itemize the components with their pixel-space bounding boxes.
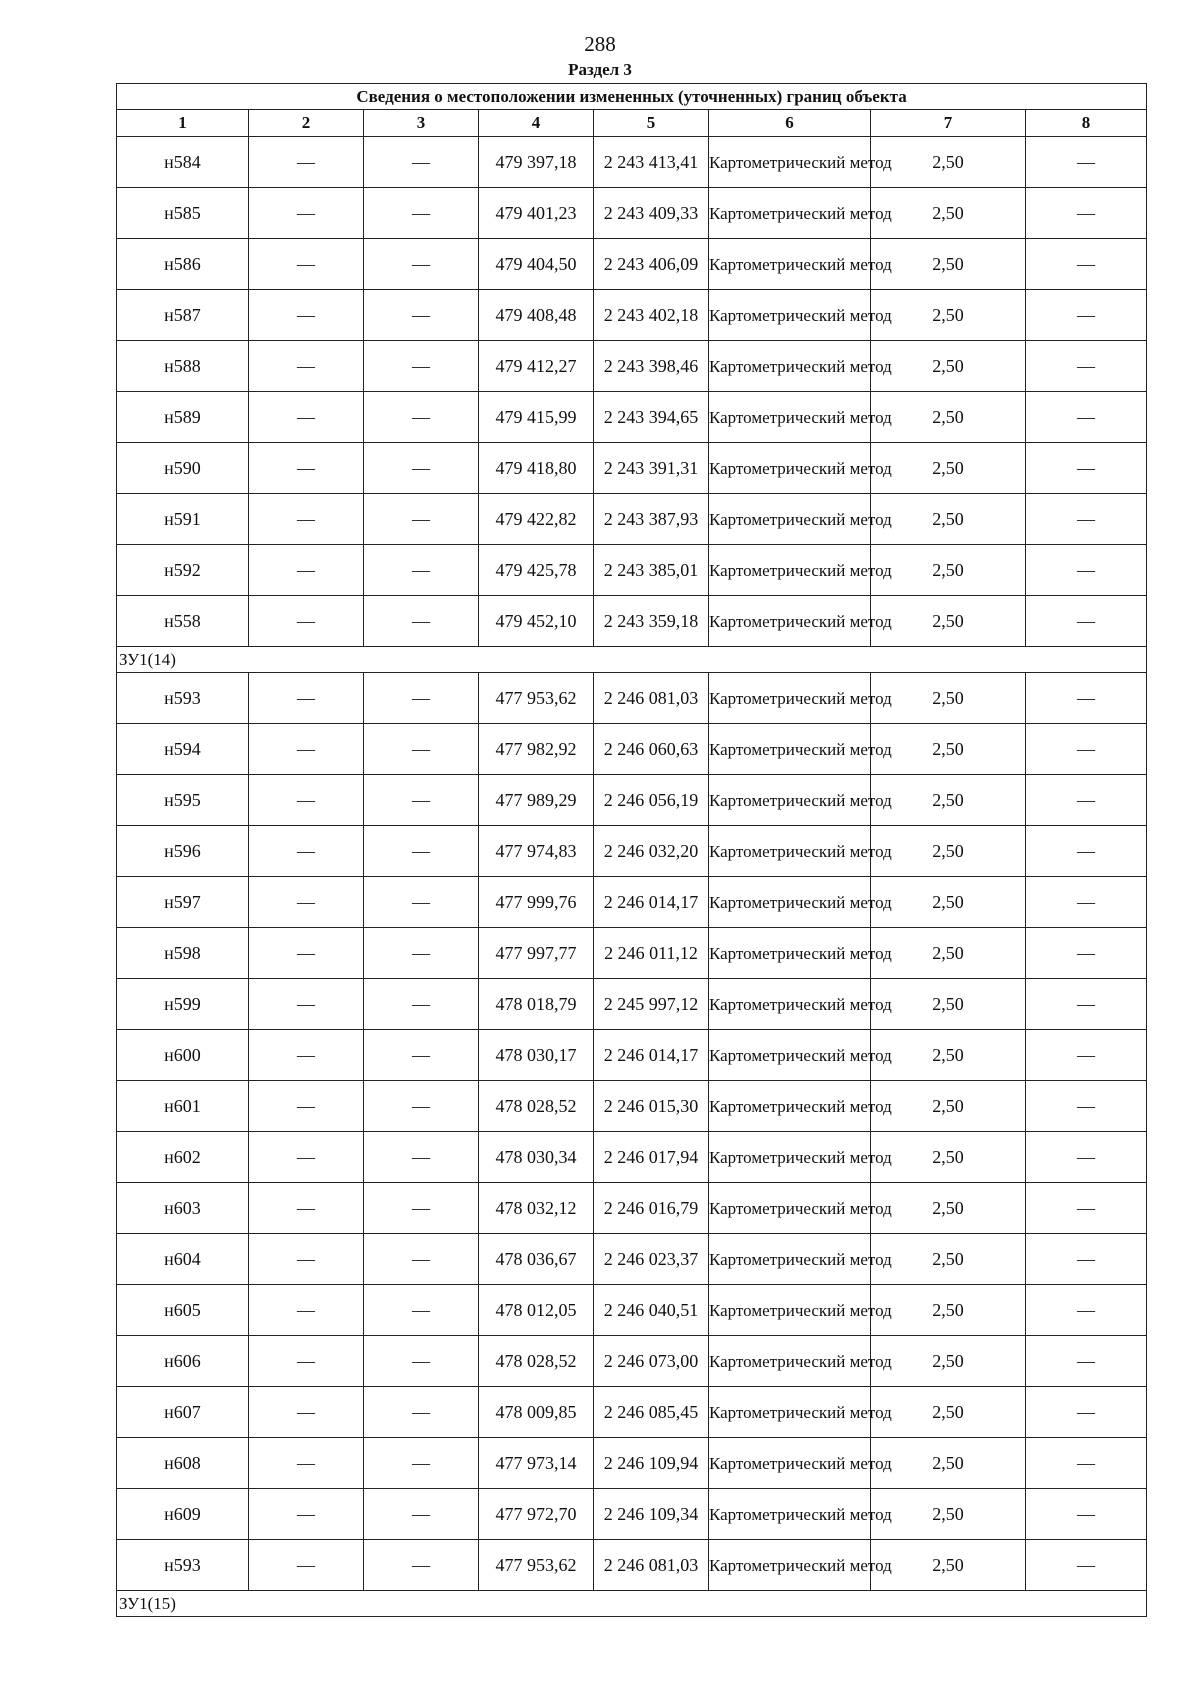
cell-coord-x: 478 036,67 [479, 1234, 594, 1285]
cell-point-id: н590 [117, 443, 249, 494]
table-row [117, 545, 1147, 596]
cell-point-id: н589 [117, 392, 249, 443]
group-row [117, 1591, 1147, 1617]
cell-coord-x: 479 397,18 [479, 137, 594, 188]
cell-coord-x: 479 418,80 [479, 443, 594, 494]
cell-method: Картометрический метод [709, 877, 871, 928]
table-row [117, 877, 1147, 928]
cell-method: Картометрический метод [709, 443, 871, 494]
group-row [117, 647, 1147, 673]
cell-accuracy: 2,50 [871, 341, 1026, 392]
cell-coord-x: 477 972,70 [479, 1489, 594, 1540]
cell-col-3: — [364, 724, 479, 775]
cell-col-3: — [364, 392, 479, 443]
cell-col-2: — [249, 443, 364, 494]
cell-accuracy: 2,50 [871, 1540, 1026, 1591]
cell-accuracy: 2,50 [871, 1183, 1026, 1234]
column-header-5: 5 [594, 110, 709, 137]
cell-coord-x: 479 415,99 [479, 392, 594, 443]
cell-coord-y: 2 246 015,30 [594, 1081, 709, 1132]
cell-method: Картометрический метод [709, 1336, 871, 1387]
cell-accuracy: 2,50 [871, 494, 1026, 545]
table-row [117, 443, 1147, 494]
table-row [117, 1438, 1147, 1489]
cell-col-3: — [364, 1132, 479, 1183]
cell-coord-x: 478 012,05 [479, 1285, 594, 1336]
cell-col-2: — [249, 1285, 364, 1336]
cell-point-id: н587 [117, 290, 249, 341]
cell-method: Картометрический метод [709, 673, 871, 724]
cell-coord-x: 478 018,79 [479, 979, 594, 1030]
group-label: ЗУ1(15) [117, 1591, 1147, 1617]
cell-coord-x: 477 997,77 [479, 928, 594, 979]
cell-col-8: — [1026, 239, 1147, 290]
cell-coord-y: 2 243 413,41 [594, 137, 709, 188]
cell-coord-y: 2 246 016,79 [594, 1183, 709, 1234]
cell-point-id: н602 [117, 1132, 249, 1183]
cell-col-2: — [249, 494, 364, 545]
cell-method: Картометрический метод [709, 188, 871, 239]
cell-col-2: — [249, 826, 364, 877]
cell-point-id: н593 [117, 1540, 249, 1591]
cell-coord-y: 2 243 387,93 [594, 494, 709, 545]
cell-accuracy: 2,50 [871, 928, 1026, 979]
cell-col-8: — [1026, 137, 1147, 188]
cell-coord-x: 477 953,62 [479, 1540, 594, 1591]
cell-col-8: — [1026, 1489, 1147, 1540]
cell-col-3: — [364, 1438, 479, 1489]
table-row [117, 239, 1147, 290]
cell-point-id: н604 [117, 1234, 249, 1285]
cell-point-id: н599 [117, 979, 249, 1030]
table-row [117, 341, 1147, 392]
cell-coord-x: 477 973,14 [479, 1438, 594, 1489]
cell-method: Картометрический метод [709, 392, 871, 443]
table-row [117, 290, 1147, 341]
cell-col-2: — [249, 545, 364, 596]
cell-col-2: — [249, 1183, 364, 1234]
cell-col-2: — [249, 239, 364, 290]
table-row [117, 1132, 1147, 1183]
cell-method: Картометрический метод [709, 724, 871, 775]
cell-point-id: н591 [117, 494, 249, 545]
cell-col-3: — [364, 1387, 479, 1438]
cell-accuracy: 2,50 [871, 877, 1026, 928]
cell-accuracy: 2,50 [871, 392, 1026, 443]
cell-coord-x: 478 030,34 [479, 1132, 594, 1183]
cell-coord-y: 2 243 402,18 [594, 290, 709, 341]
table-row [117, 1234, 1147, 1285]
cell-col-3: — [364, 443, 479, 494]
cell-coord-y: 2 246 023,37 [594, 1234, 709, 1285]
cell-coord-y: 2 243 394,65 [594, 392, 709, 443]
cell-coord-x: 479 425,78 [479, 545, 594, 596]
cell-accuracy: 2,50 [871, 443, 1026, 494]
cell-col-3: — [364, 545, 479, 596]
cell-col-3: — [364, 290, 479, 341]
cell-accuracy: 2,50 [871, 596, 1026, 647]
table-row [117, 1183, 1147, 1234]
cell-col-2: — [249, 392, 364, 443]
table-row [117, 826, 1147, 877]
cell-col-2: — [249, 877, 364, 928]
column-header-row [117, 110, 1147, 137]
cell-col-8: — [1026, 877, 1147, 928]
table-row [117, 928, 1147, 979]
cell-accuracy: 2,50 [871, 1132, 1026, 1183]
cell-accuracy: 2,50 [871, 1489, 1026, 1540]
cell-point-id: н596 [117, 826, 249, 877]
cell-method: Картометрический метод [709, 979, 871, 1030]
cell-col-8: — [1026, 392, 1147, 443]
cell-point-id: н586 [117, 239, 249, 290]
cell-coord-y: 2 246 040,51 [594, 1285, 709, 1336]
cell-col-3: — [364, 928, 479, 979]
cell-col-3: — [364, 1234, 479, 1285]
cell-col-3: — [364, 596, 479, 647]
cell-col-3: — [364, 1030, 479, 1081]
cell-accuracy: 2,50 [871, 290, 1026, 341]
cell-coord-y: 2 243 391,31 [594, 443, 709, 494]
cell-point-id: н606 [117, 1336, 249, 1387]
cell-col-2: — [249, 1234, 364, 1285]
cell-coord-y: 2 243 409,33 [594, 188, 709, 239]
cell-col-8: — [1026, 1132, 1147, 1183]
cell-coord-x: 479 404,50 [479, 239, 594, 290]
cell-col-8: — [1026, 188, 1147, 239]
cell-col-8: — [1026, 494, 1147, 545]
cell-col-2: — [249, 341, 364, 392]
cell-coord-y: 2 246 014,17 [594, 877, 709, 928]
cell-point-id: н597 [117, 877, 249, 928]
cell-col-2: — [249, 775, 364, 826]
cell-method: Картометрический метод [709, 1183, 871, 1234]
cell-col-2: — [249, 1030, 364, 1081]
cell-coord-x: 479 452,10 [479, 596, 594, 647]
cell-accuracy: 2,50 [871, 1030, 1026, 1081]
table-row [117, 1285, 1147, 1336]
table-row [117, 1540, 1147, 1591]
cell-coord-y: 2 243 359,18 [594, 596, 709, 647]
cell-col-8: — [1026, 596, 1147, 647]
cell-col-2: — [249, 1387, 364, 1438]
cell-col-8: — [1026, 1081, 1147, 1132]
cell-col-3: — [364, 188, 479, 239]
cell-col-8: — [1026, 1234, 1147, 1285]
cell-point-id: н593 [117, 673, 249, 724]
cell-point-id: н607 [117, 1387, 249, 1438]
table-row [117, 724, 1147, 775]
table-row [117, 392, 1147, 443]
column-header-8: 8 [1026, 110, 1147, 137]
cell-col-3: — [364, 877, 479, 928]
cell-accuracy: 2,50 [871, 1285, 1026, 1336]
cell-col-8: — [1026, 545, 1147, 596]
cell-col-2: — [249, 290, 364, 341]
cell-coord-x: 478 032,12 [479, 1183, 594, 1234]
cell-point-id: н558 [117, 596, 249, 647]
cell-coord-y: 2 246 109,34 [594, 1489, 709, 1540]
cell-accuracy: 2,50 [871, 724, 1026, 775]
cell-col-2: — [249, 673, 364, 724]
cell-accuracy: 2,50 [871, 979, 1026, 1030]
cell-col-2: — [249, 188, 364, 239]
cell-method: Картометрический метод [709, 596, 871, 647]
section-title: Раздел 3 [568, 60, 632, 79]
cell-method: Картометрический метод [709, 1081, 871, 1132]
cell-accuracy: 2,50 [871, 775, 1026, 826]
cell-coord-y: 2 246 060,63 [594, 724, 709, 775]
column-header-4: 4 [479, 110, 594, 137]
cell-coord-x: 479 412,27 [479, 341, 594, 392]
cell-col-2: — [249, 596, 364, 647]
column-header-7: 7 [871, 110, 1026, 137]
cell-coord-x: 477 999,76 [479, 877, 594, 928]
cell-coord-y: 2 243 398,46 [594, 341, 709, 392]
cell-col-2: — [249, 1489, 364, 1540]
cell-col-3: — [364, 137, 479, 188]
cell-coord-x: 477 953,62 [479, 673, 594, 724]
page-number: 288 [584, 32, 616, 56]
cell-col-8: — [1026, 443, 1147, 494]
cell-col-3: — [364, 673, 479, 724]
cell-col-8: — [1026, 341, 1147, 392]
cell-coord-x: 477 982,92 [479, 724, 594, 775]
cell-coord-x: 478 028,52 [479, 1336, 594, 1387]
cell-coord-y: 2 243 385,01 [594, 545, 709, 596]
cell-col-2: — [249, 1438, 364, 1489]
table-row [117, 494, 1147, 545]
table-row [117, 596, 1147, 647]
cell-col-3: — [364, 1540, 479, 1591]
cell-method: Картометрический метод [709, 341, 871, 392]
cell-point-id: н609 [117, 1489, 249, 1540]
cell-method: Картометрический метод [709, 239, 871, 290]
table-body [117, 137, 1147, 1617]
cell-col-3: — [364, 341, 479, 392]
cell-coord-y: 2 246 073,00 [594, 1336, 709, 1387]
cell-method: Картометрический метод [709, 826, 871, 877]
cell-col-8: — [1026, 928, 1147, 979]
table-row [117, 137, 1147, 188]
cell-point-id: н600 [117, 1030, 249, 1081]
cell-col-3: — [364, 494, 479, 545]
cell-col-3: — [364, 775, 479, 826]
group-label: ЗУ1(14) [117, 647, 1147, 673]
column-header-3: 3 [364, 110, 479, 137]
cell-point-id: н598 [117, 928, 249, 979]
cell-accuracy: 2,50 [871, 1387, 1026, 1438]
table-row [117, 188, 1147, 239]
cell-accuracy: 2,50 [871, 239, 1026, 290]
cell-method: Картометрический метод [709, 290, 871, 341]
table-row [117, 1489, 1147, 1540]
cell-col-8: — [1026, 1285, 1147, 1336]
cell-accuracy: 2,50 [871, 1336, 1026, 1387]
cell-coord-x: 479 422,82 [479, 494, 594, 545]
cell-method: Картометрический метод [709, 1132, 871, 1183]
cell-method: Картометрический метод [709, 1285, 871, 1336]
cell-accuracy: 2,50 [871, 1081, 1026, 1132]
cell-col-8: — [1026, 1387, 1147, 1438]
cell-coord-y: 2 246 081,03 [594, 1540, 709, 1591]
cell-coord-x: 479 401,23 [479, 188, 594, 239]
table-row [117, 775, 1147, 826]
cell-method: Картометрический метод [709, 1234, 871, 1285]
cell-point-id: н595 [117, 775, 249, 826]
cell-accuracy: 2,50 [871, 137, 1026, 188]
cell-point-id: н605 [117, 1285, 249, 1336]
cell-method: Картометрический метод [709, 1540, 871, 1591]
cell-coord-x: 478 028,52 [479, 1081, 594, 1132]
table-row [117, 1081, 1147, 1132]
cell-accuracy: 2,50 [871, 1234, 1026, 1285]
cell-col-8: — [1026, 1183, 1147, 1234]
cell-col-2: — [249, 1132, 364, 1183]
cell-method: Картометрический метод [709, 545, 871, 596]
cell-coord-x: 479 408,48 [479, 290, 594, 341]
cell-point-id: н601 [117, 1081, 249, 1132]
cell-col-8: — [1026, 1438, 1147, 1489]
cell-col-3: — [364, 239, 479, 290]
cell-coord-y: 2 246 085,45 [594, 1387, 709, 1438]
cell-col-8: — [1026, 1336, 1147, 1387]
cell-col-2: — [249, 724, 364, 775]
cell-method: Картометрический метод [709, 494, 871, 545]
cell-method: Картометрический метод [709, 137, 871, 188]
cell-point-id: н592 [117, 545, 249, 596]
cell-point-id: н594 [117, 724, 249, 775]
cell-coord-y: 2 245 997,12 [594, 979, 709, 1030]
cell-coord-y: 2 246 014,17 [594, 1030, 709, 1081]
cell-method: Картометрический метод [709, 1387, 871, 1438]
cell-point-id: н584 [117, 137, 249, 188]
cell-col-8: — [1026, 1540, 1147, 1591]
cell-accuracy: 2,50 [871, 673, 1026, 724]
cell-coord-y: 2 246 017,94 [594, 1132, 709, 1183]
column-header-2: 2 [249, 110, 364, 137]
cell-coord-y: 2 246 011,12 [594, 928, 709, 979]
cell-point-id: н588 [117, 341, 249, 392]
table-row [117, 1336, 1147, 1387]
cell-col-2: — [249, 979, 364, 1030]
column-header-1: 1 [117, 110, 249, 137]
cell-col-3: — [364, 1489, 479, 1540]
table-row [117, 1030, 1147, 1081]
table-caption: Сведения о местоположении измененных (уточненных) границ объекта [117, 84, 1147, 110]
cell-method: Картометрический метод [709, 1489, 871, 1540]
cell-accuracy: 2,50 [871, 826, 1026, 877]
table-row [117, 1387, 1147, 1438]
table-row [117, 673, 1147, 724]
cell-coord-y: 2 243 406,09 [594, 239, 709, 290]
cell-col-8: — [1026, 979, 1147, 1030]
cell-col-2: — [249, 1081, 364, 1132]
column-header-6: 6 [709, 110, 871, 137]
cell-col-3: — [364, 826, 479, 877]
cell-col-3: — [364, 1081, 479, 1132]
cell-method: Картометрический метод [709, 928, 871, 979]
cell-col-8: — [1026, 775, 1147, 826]
cell-col-3: — [364, 1336, 479, 1387]
cell-method: Картометрический метод [709, 1438, 871, 1489]
cell-col-8: — [1026, 724, 1147, 775]
cell-col-8: — [1026, 290, 1147, 341]
cell-point-id: н603 [117, 1183, 249, 1234]
cell-coord-y: 2 246 032,20 [594, 826, 709, 877]
cell-point-id: н585 [117, 188, 249, 239]
cell-method: Картометрический метод [709, 775, 871, 826]
cell-accuracy: 2,50 [871, 1438, 1026, 1489]
cell-col-8: — [1026, 673, 1147, 724]
cell-col-2: — [249, 137, 364, 188]
cell-coord-x: 478 030,17 [479, 1030, 594, 1081]
cell-coord-y: 2 246 109,94 [594, 1438, 709, 1489]
cell-col-8: — [1026, 826, 1147, 877]
cell-col-8: — [1026, 1030, 1147, 1081]
cell-col-2: — [249, 1336, 364, 1387]
cell-col-3: — [364, 1285, 479, 1336]
cell-point-id: н608 [117, 1438, 249, 1489]
cell-method: Картометрический метод [709, 1030, 871, 1081]
cell-coord-y: 2 246 056,19 [594, 775, 709, 826]
cell-accuracy: 2,50 [871, 545, 1026, 596]
cell-coord-x: 477 974,83 [479, 826, 594, 877]
cell-col-2: — [249, 1540, 364, 1591]
cell-coord-y: 2 246 081,03 [594, 673, 709, 724]
cell-accuracy: 2,50 [871, 188, 1026, 239]
cell-coord-x: 478 009,85 [479, 1387, 594, 1438]
cell-col-3: — [364, 979, 479, 1030]
boundary-coordinates-table [116, 83, 1147, 1617]
cell-col-3: — [364, 1183, 479, 1234]
cell-col-2: — [249, 928, 364, 979]
cell-coord-x: 477 989,29 [479, 775, 594, 826]
table-row [117, 979, 1147, 1030]
